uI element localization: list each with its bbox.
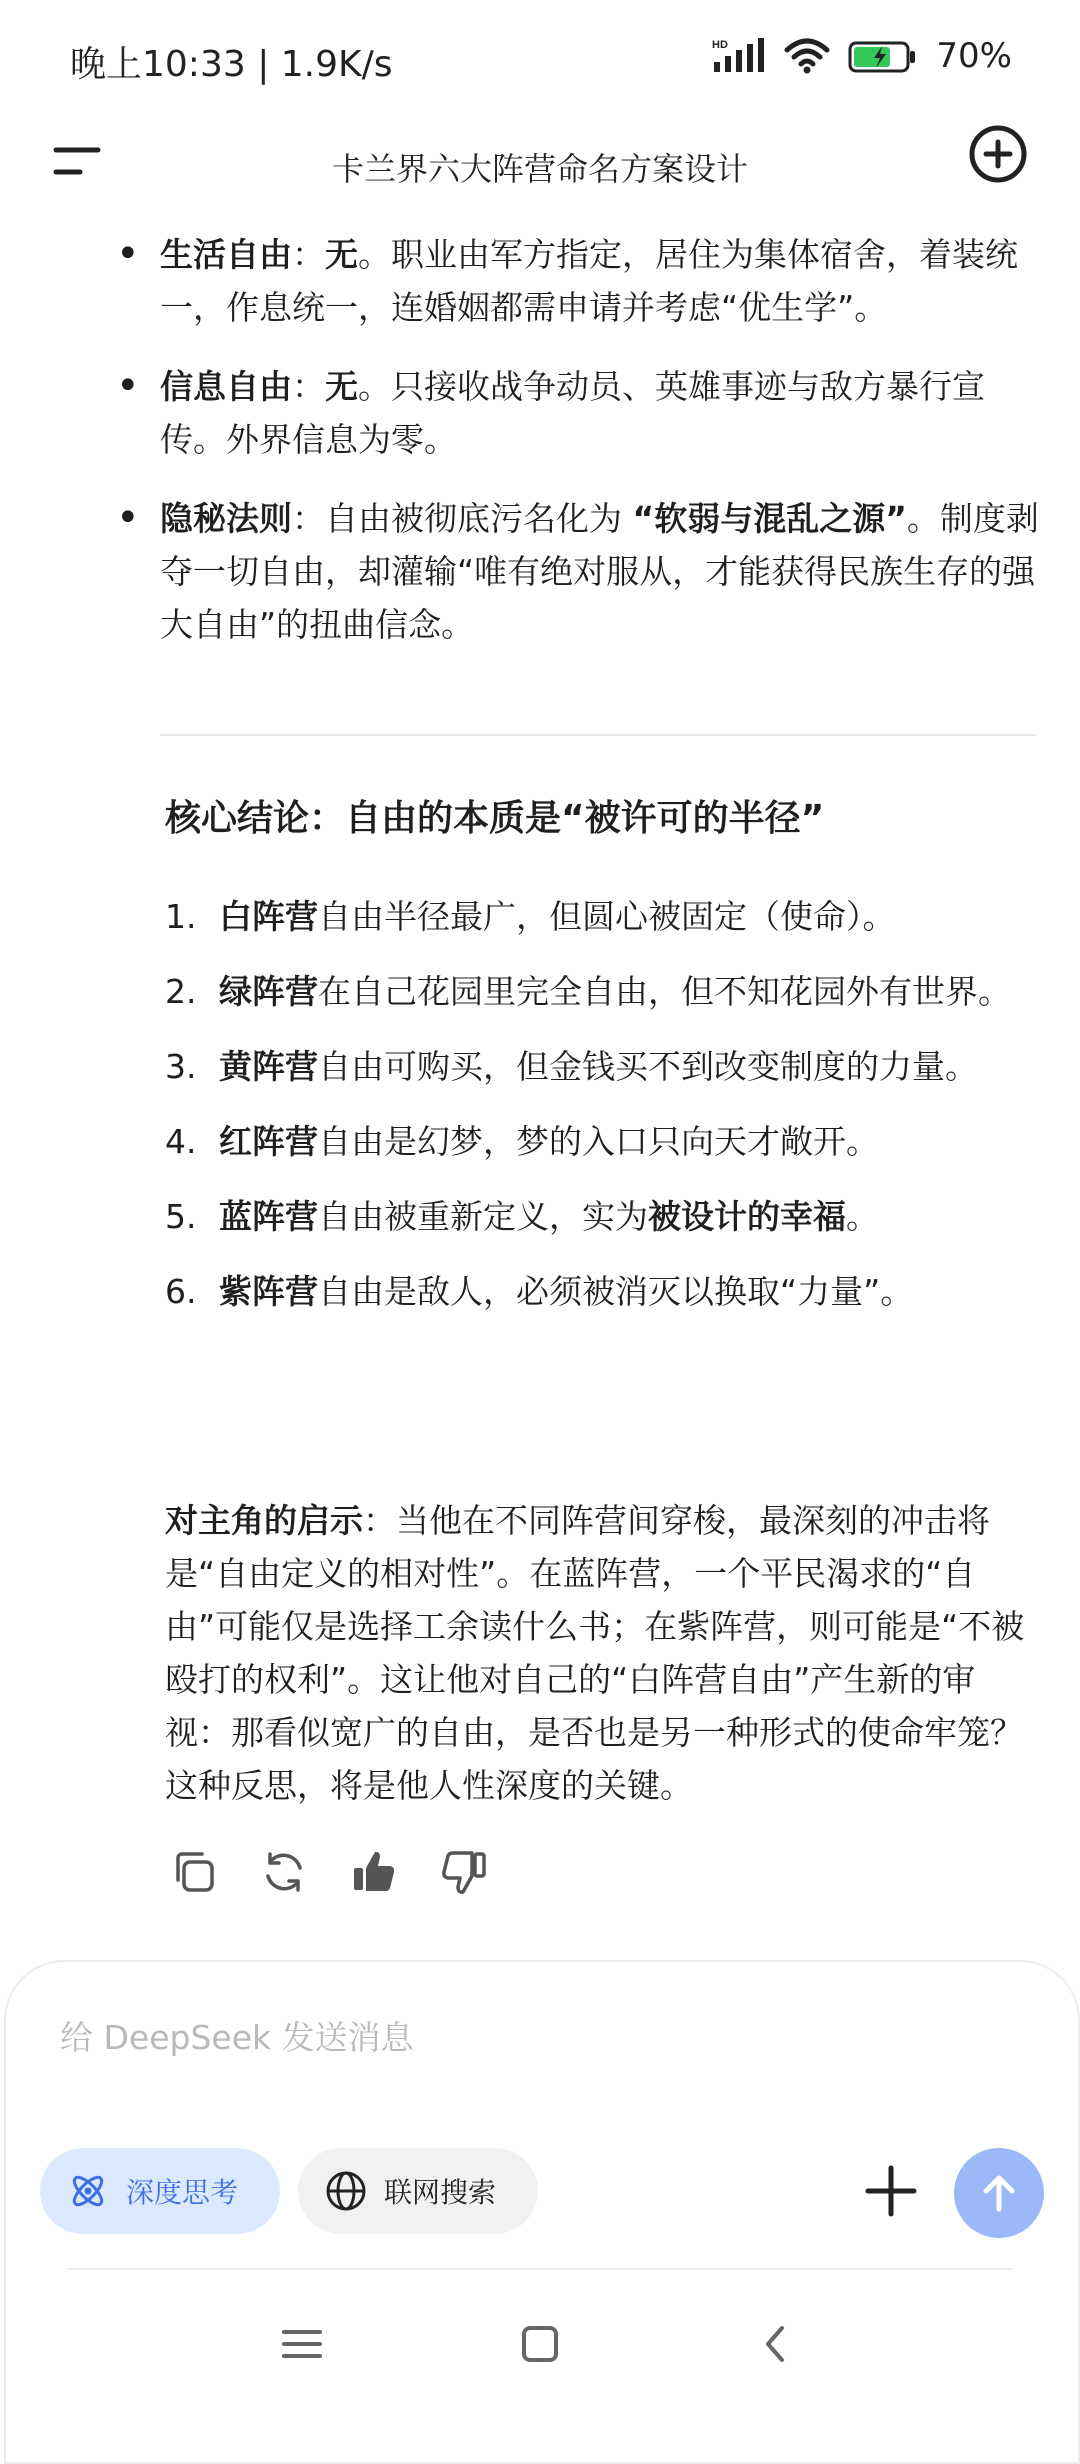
plus-icon [858,2158,924,2224]
battery-percent: 70% [936,36,1012,76]
home-square-icon [512,2316,568,2372]
system-nav-bar [0,2300,1080,2400]
deep-think-label: 深度思考 [126,2176,239,2209]
nav-home-button[interactable] [512,2316,568,2372]
list-item: 2. 绿阵营在自己花园里完全自由，但不知花园外有世界。 [165,972,1011,1011]
battery-icon [848,38,918,74]
list-item: • 生活自由：无。职业由军方指定，居住为集体宿舍，着装统一，作息统一，连婚姻都需申请并考虑“优生学”。 [160,228,1040,334]
globe-icon [324,2169,368,2213]
send-button[interactable] [954,2148,1044,2238]
nav-divider [66,2268,1012,2270]
freedom-bullet-list [160,228,1040,677]
insight-paragraph: 对主角的启示：当他在不同阵营间穿梭，最深刻的冲击将是“自由定义的相对性”。在蓝阵营，一个平民渴求的“自由”可能仅是选择工余读什么书；在紫阵营，则可能是“不被殴打的权利”。这让他对自己的“白阵营自由”产生新的审视：那看似宽广的自由，是否也是另一种形式的使命牢笼？这种反思，将是他人性深度的关键。 [165,1501,1025,1805]
menu-button[interactable] [50,134,106,190]
deep-think-toggle[interactable] [40,2148,280,2234]
status-bar [0,0,1080,118]
status-icons [712,36,1012,76]
message-input[interactable]: 给 DeepSeek 发送消息 [60,2018,414,2057]
divider [160,734,1036,736]
copy-icon[interactable] [168,1846,220,1898]
list-item: • 隐秘法则：自由被彻底污名化为 “软弱与混乱之源”。制度剥夺一切自由，却灌输“唯有绝对服从，才能获得民族生存的强大自由”的扭曲信念。 [160,492,1040,651]
web-search-label: 联网搜索 [384,2176,497,2209]
attach-button[interactable] [858,2158,924,2224]
svg-text:HD: HD [712,39,729,51]
list-item: • 信息自由：无。只接收战争动员、英雄事迹与敌方暴行宣传。外界信息为零。 [160,360,1040,466]
page-title: 卡兰界六大阵营命名方案设计 [331,150,748,188]
list-item: 1. 白阵营自由半径最广，但圆心被固定（使命）。 [165,897,896,936]
signal-icon [712,38,766,74]
list-item: 3. 黄阵营自由可购买，但金钱买不到改变制度的力量。 [165,1047,978,1086]
new-chat-button[interactable] [968,124,1028,184]
chevron-left-icon [748,2316,804,2372]
section-title: 核心结论：自由的本质是“被许可的半径” [165,798,825,839]
thumbs-up-icon[interactable] [348,1846,400,1898]
arrow-up-icon [977,2171,1021,2215]
recents-icon [274,2316,330,2372]
status-time: 晚上10:33 | 1.9K/s [70,44,393,85]
nav-back-button[interactable] [748,2316,804,2372]
atom-icon [66,2169,110,2213]
menu-icon [50,134,106,190]
plus-circle-icon [968,124,1028,184]
conclusion-list [165,890,1045,1340]
thumbs-down-icon[interactable] [438,1846,490,1898]
wifi-icon [784,38,830,74]
list-item: 4. 红阵营自由是幻梦，梦的入口只向天才敞开。 [165,1122,879,1161]
nav-menu-button[interactable] [274,2316,330,2372]
chat-content [0,228,1080,1948]
regenerate-icon[interactable] [258,1846,310,1898]
list-item: 6. 紫阵营自由是敌人，必须被消灭以换取“力量”。 [165,1272,914,1311]
message-actions [168,1846,490,1898]
chat-header [0,118,1080,228]
list-item: 5. 蓝阵营自由被重新定义，实为被设计的幸福。 [165,1197,879,1236]
web-search-toggle[interactable] [298,2148,538,2234]
